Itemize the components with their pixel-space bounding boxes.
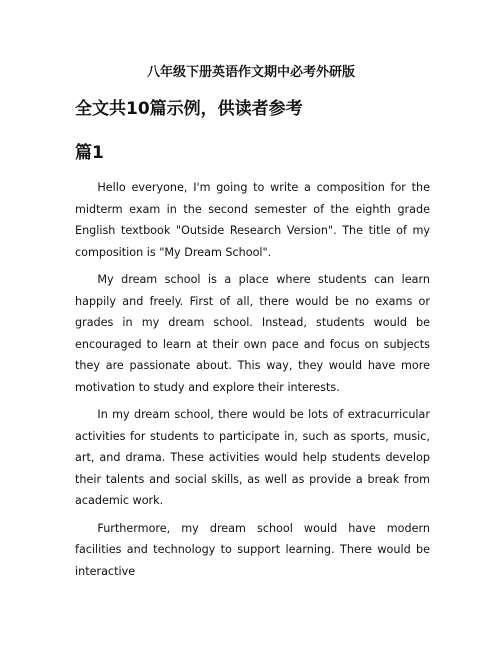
paragraph-4: Furthermore, my dream school would have modern facilities and technology to support learning. There would be interactive [75,521,430,578]
paragraph-2: My dream school is a place where students can learn happily and freely. First of all, there would be no exams or grades in my dream school. Instead, students would be encouraged to learn at their own pace and focus on subjects they are passionate about. This way, they would have more motivation to study and explore their interests. [75,273,430,394]
paragraph-1: Hello everyone, I'm going to write a composition for the midterm exam in the second semester of the eighth grade English textbook "Outside Research Version". The title of my composition is "My Dream School". [75,181,430,259]
paragraph-3: In my dream school, there would be lots of extracurricular activities for students to participate in, such as sports, music, art, and drama. These activities would help students develop their talents and social skills, as well as provide a break from academic work. [75,408,430,507]
section-heading: 篇1 [75,143,104,163]
document-title: 八年级下册英语作文期中必考外研版 [146,65,355,80]
composition-body [75,177,430,588]
document-subtitle: 全文共10篇示例，供读者参考 [75,99,303,119]
